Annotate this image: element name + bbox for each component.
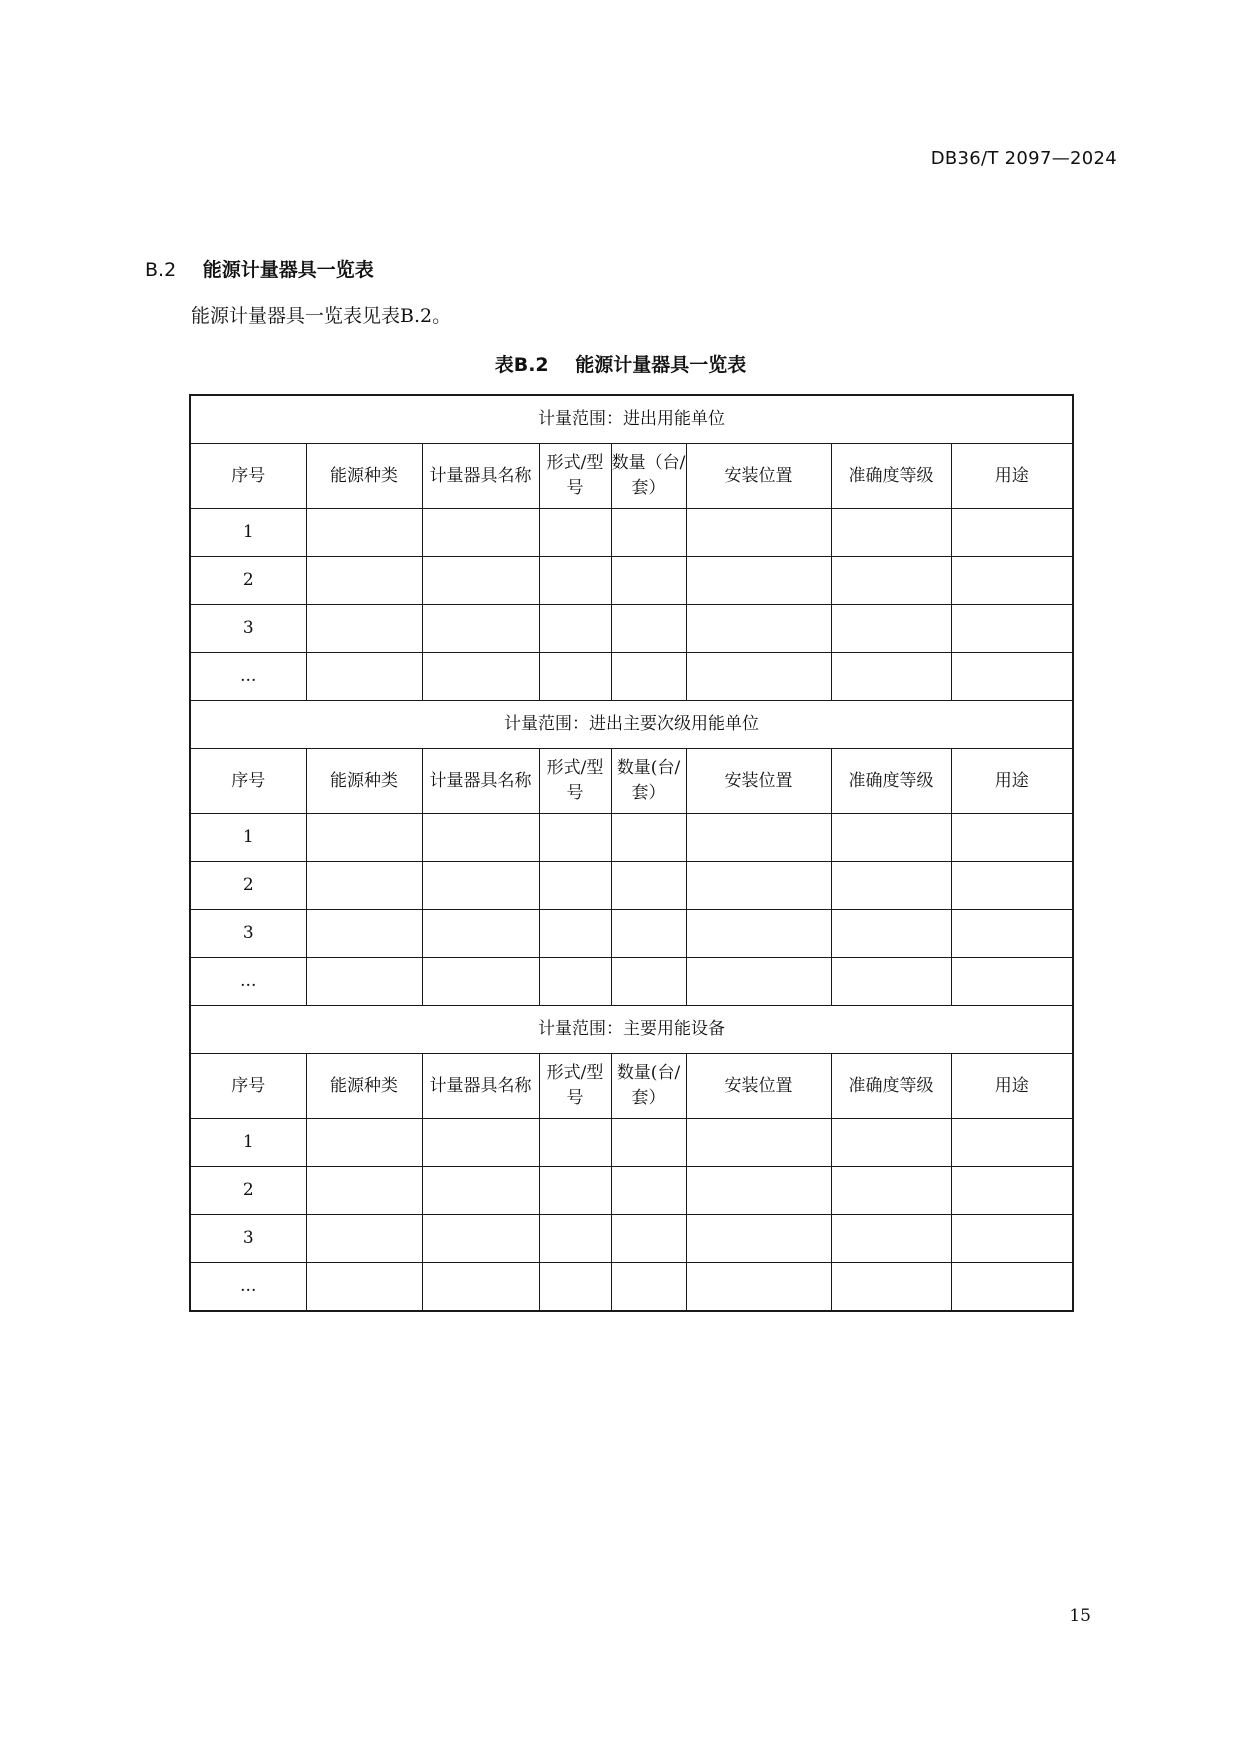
empty-cell [611,814,686,862]
empty-cell [831,605,951,653]
empty-cell [306,910,422,958]
empty-cell [306,958,422,1006]
empty-cell [306,653,422,701]
row-index-cell: 3 [190,605,306,653]
scope-label: 计量范围：进出主要次级用能单位 [190,701,1073,749]
empty-cell [611,1263,686,1312]
scope-row [190,701,1073,749]
empty-cell [306,862,422,910]
column-header: 计量器具名称 [422,749,539,814]
empty-cell [422,958,539,1006]
row-index-cell: 3 [190,1215,306,1263]
row-index-cell: ... [190,1263,306,1312]
row-index-cell: 2 [190,557,306,605]
empty-cell [611,910,686,958]
empty-cell [686,509,831,557]
empty-cell [951,814,1073,862]
row-index-cell: 1 [190,509,306,557]
table-caption-number: 表B.2 [494,354,549,376]
column-header: 计量器具名称 [422,1054,539,1119]
empty-cell [306,814,422,862]
document-code: DB36/T 2097—2024 [930,148,1117,169]
section-number: B.2 [145,259,177,281]
row-index-cell: 2 [190,1167,306,1215]
table-caption-title: 能源计量器具一览表 [575,354,747,376]
empty-cell [831,958,951,1006]
empty-cell [611,958,686,1006]
scope-row [190,1006,1073,1054]
empty-cell [831,509,951,557]
empty-cell [951,1215,1073,1263]
column-header: 数量(台/套） [611,749,686,814]
table-row [190,509,1073,557]
empty-cell [611,1119,686,1167]
empty-cell [306,1167,422,1215]
empty-cell [831,1167,951,1215]
scope-label: 计量范围：进出用能单位 [190,395,1073,444]
column-header: 准确度等级 [831,1054,951,1119]
empty-cell [539,910,611,958]
empty-cell [422,653,539,701]
column-header: 用途 [951,444,1073,509]
empty-cell [831,557,951,605]
empty-cell [422,910,539,958]
column-header: 形式/型号 [539,1054,611,1119]
empty-cell [831,1215,951,1263]
column-header: 能源种类 [306,749,422,814]
empty-cell [611,653,686,701]
empty-cell [539,605,611,653]
intro-paragraph: 能源计量器具一览表见表B.2。 [191,305,452,327]
section-heading [145,255,374,282]
scope-row [190,395,1073,444]
empty-cell [611,557,686,605]
empty-cell [686,1215,831,1263]
empty-cell [306,1119,422,1167]
empty-cell [422,814,539,862]
empty-cell [831,1263,951,1312]
table-row [190,1215,1073,1263]
empty-cell [539,557,611,605]
empty-cell [539,1263,611,1312]
row-index-cell: 1 [190,1119,306,1167]
empty-cell [539,814,611,862]
table-row [190,814,1073,862]
table-row [190,1167,1073,1215]
empty-cell [686,814,831,862]
empty-cell [422,557,539,605]
empty-cell [686,910,831,958]
empty-cell [539,1167,611,1215]
empty-cell [686,557,831,605]
column-header: 准确度等级 [831,749,951,814]
table-row [190,910,1073,958]
empty-cell [951,958,1073,1006]
table-row [190,605,1073,653]
empty-cell [686,1119,831,1167]
empty-cell [951,1167,1073,1215]
column-header: 序号 [190,444,306,509]
empty-cell [422,605,539,653]
row-index-cell: 2 [190,862,306,910]
column-header: 安装位置 [686,1054,831,1119]
section-title: 能源计量器具一览表 [202,259,374,281]
empty-cell [611,1167,686,1215]
table-row [190,862,1073,910]
empty-cell [611,862,686,910]
column-header-row [190,749,1073,814]
empty-cell [686,862,831,910]
empty-cell [951,1263,1073,1312]
column-header: 形式/型号 [539,749,611,814]
column-header: 数量（台/套） [611,444,686,509]
row-index-cell: 1 [190,814,306,862]
energy-meter-table [189,394,1074,1312]
table-row [190,557,1073,605]
column-header-row [190,1054,1073,1119]
empty-cell [831,1119,951,1167]
table-caption [0,350,1241,377]
column-header: 用途 [951,1054,1073,1119]
column-header: 序号 [190,1054,306,1119]
empty-cell [686,653,831,701]
empty-cell [422,1167,539,1215]
column-header: 能源种类 [306,444,422,509]
empty-cell [831,862,951,910]
column-header: 安装位置 [686,444,831,509]
empty-cell [951,862,1073,910]
empty-cell [306,557,422,605]
page-number: 15 [1069,1606,1091,1626]
empty-cell [686,958,831,1006]
empty-cell [611,605,686,653]
table-row [190,653,1073,701]
empty-cell [422,1263,539,1312]
column-header: 安装位置 [686,749,831,814]
empty-cell [831,814,951,862]
empty-cell [539,862,611,910]
empty-cell [611,1215,686,1263]
empty-cell [306,1215,422,1263]
row-index-cell: ... [190,958,306,1006]
empty-cell [422,1119,539,1167]
row-index-cell: ... [190,653,306,701]
table-row [190,1119,1073,1167]
empty-cell [951,653,1073,701]
column-header: 准确度等级 [831,444,951,509]
empty-cell [686,1263,831,1312]
table-row [190,958,1073,1006]
empty-cell [951,557,1073,605]
column-header: 用途 [951,749,1073,814]
empty-cell [539,1215,611,1263]
column-header: 序号 [190,749,306,814]
empty-cell [539,509,611,557]
scope-label: 计量范围：主要用能设备 [190,1006,1073,1054]
empty-cell [422,1215,539,1263]
table-row [190,1263,1073,1312]
empty-cell [951,509,1073,557]
empty-cell [422,509,539,557]
empty-cell [686,1167,831,1215]
empty-cell [951,605,1073,653]
empty-cell [611,509,686,557]
row-index-cell: 3 [190,910,306,958]
empty-cell [539,1119,611,1167]
column-header: 数量(台/套） [611,1054,686,1119]
column-header: 能源种类 [306,1054,422,1119]
empty-cell [951,910,1073,958]
empty-cell [686,605,831,653]
empty-cell [306,509,422,557]
empty-cell [539,958,611,1006]
empty-cell [831,910,951,958]
empty-cell [951,1119,1073,1167]
empty-cell [306,605,422,653]
column-header: 形式/型号 [539,444,611,509]
column-header: 计量器具名称 [422,444,539,509]
empty-cell [422,862,539,910]
empty-cell [306,1263,422,1312]
empty-cell [539,653,611,701]
column-header-row [190,444,1073,509]
empty-cell [831,653,951,701]
